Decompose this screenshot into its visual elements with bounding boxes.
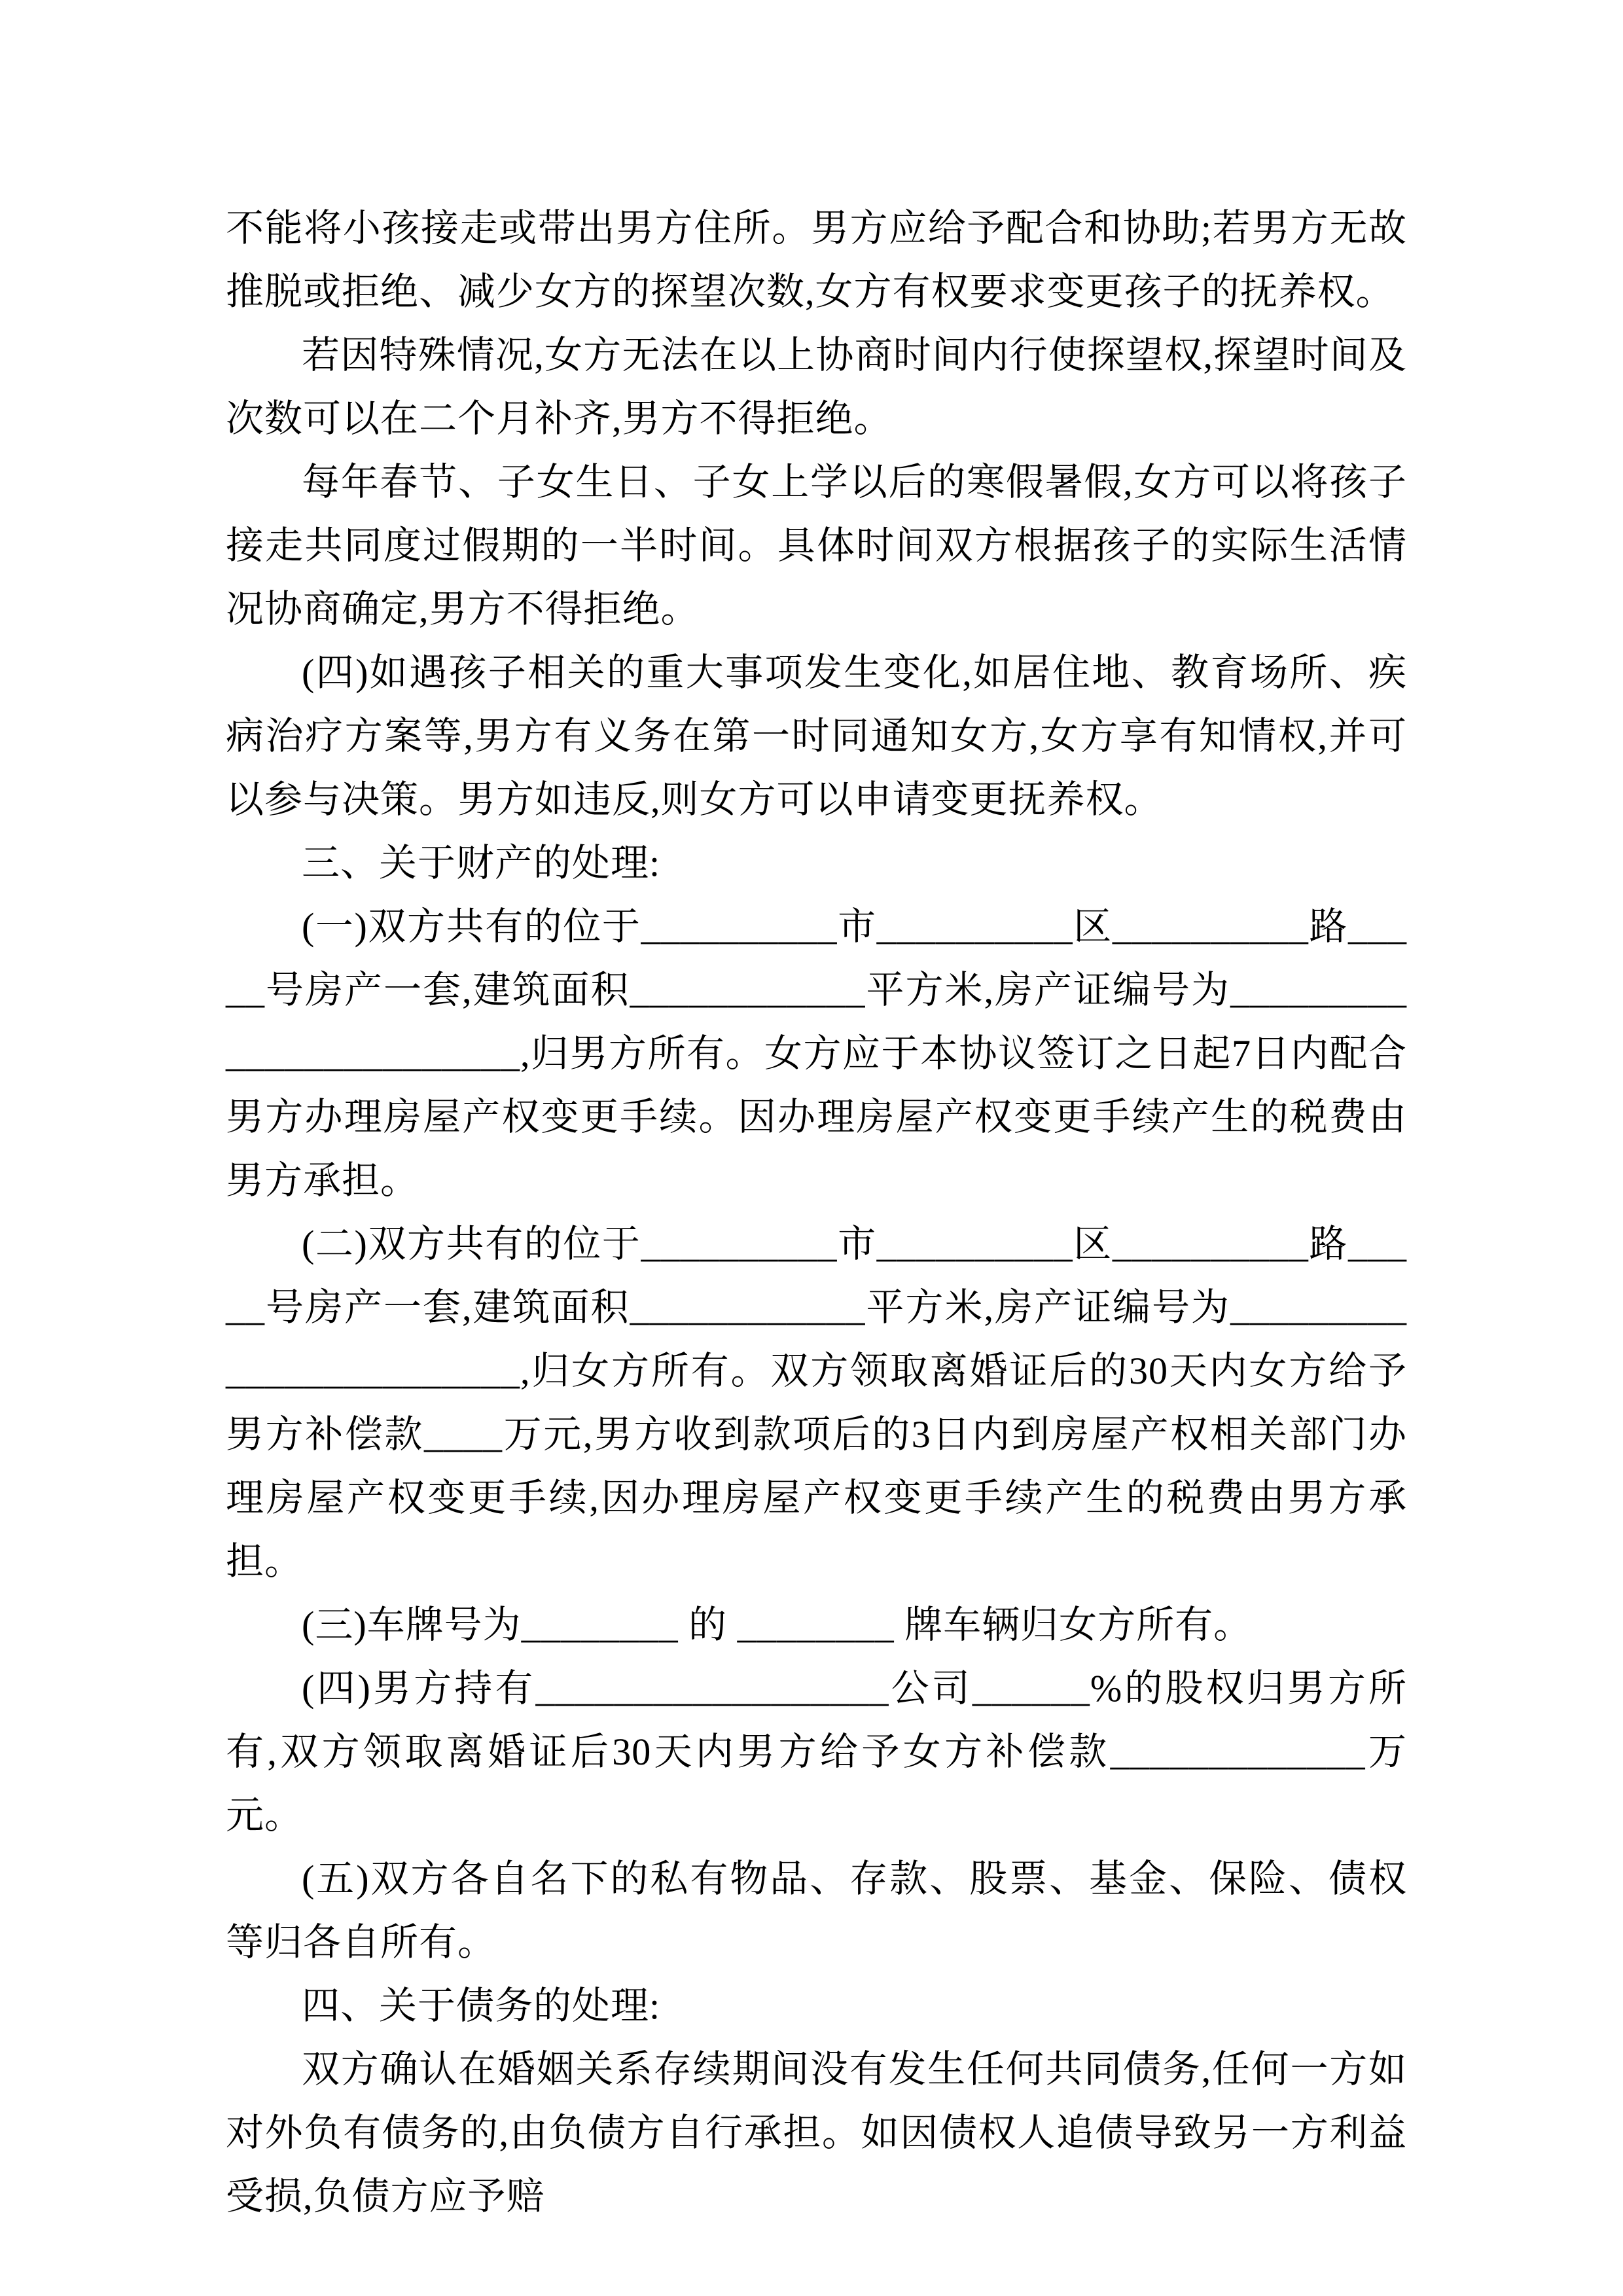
paragraph-custody-cooperation: 不能将小孩接走或带出男方住所。男方应给予配合和协助;若男方无故推脱或拒绝、减少女方的探望次数,女方有权要求变更孩子的抚养权。 <box>226 207 1407 313</box>
paragraph-property-personal-items: (五)双方各自名下的私有物品、存款、股票、基金、保险、债权等归各自所有。 <box>226 1857 1407 1964</box>
paragraph-visitation-makeup: 若因特殊情况,女方无法在以上协商时间内行使探望权,探望时间及次数可以在二个月补齐,男方不得拒绝。 <box>226 334 1407 440</box>
paragraph-debt-handling: 双方确认在婚姻关系存续期间没有发生任何共同债务,任何一方如对外负有债务的,由负债方自行承担。如因债权人追债导致另一方利益受损,负债方应予赔 <box>226 2048 1407 2217</box>
paragraph-major-events-notice: (四)如遇孩子相关的重大事项发生变化,如居住地、教育场所、疾病治疗方案等,男方有义务在第一时同通知女方,女方享有知情权,并可以参与决策。男方如违反,则女方可以申请变更抚养权。 <box>226 651 1407 821</box>
section-heading-debt: 四、关于债务的处理: <box>302 1984 661 2027</box>
section-heading-property: 三、关于财产的处理: <box>302 842 661 884</box>
paragraph-property-equity: (四)男方持有__________________公司______%的股权归男方所有,双方领取离婚证后30天内男方给予女方补偿款_____________万元。 <box>226 1667 1407 1837</box>
paragraph-property-house-1: (一)双方共有的位于__________市__________区__________路_____号房产一套,建筑面积____________平方米,房产证编号为________________________,归男方所有。女方应于本协议签订之日起7日内配合男方办理房屋产权变更手续。因办理房屋产权变更手续产生的税费由男方承担。 <box>226 905 1407 1202</box>
paragraph-property-vehicle: (三)车牌号为________ 的 ________ 牌车辆归女方所有。 <box>302 1604 1253 1646</box>
paragraph-holiday-visitation: 每年春节、子女生日、子女上学以后的寒假暑假,女方可以将孩子接走共同度过假期的一半时间。具体时间双方根据孩子的实际生活情况协商确定,男方不得拒绝。 <box>226 461 1407 630</box>
paragraph-property-house-2: (二)双方共有的位于__________市__________区__________路_____号房产一套,建筑面积____________平方米,房产证编号为________________________,归女方所有。双方领取离婚证后的30天内女方给予男方补偿款____万元,男方收到款项后的3日内到房屋产权相关部门办理房屋产权变更手续,因办理房屋产权变更手续产生的税费由男方承担。 <box>226 1223 1407 1583</box>
